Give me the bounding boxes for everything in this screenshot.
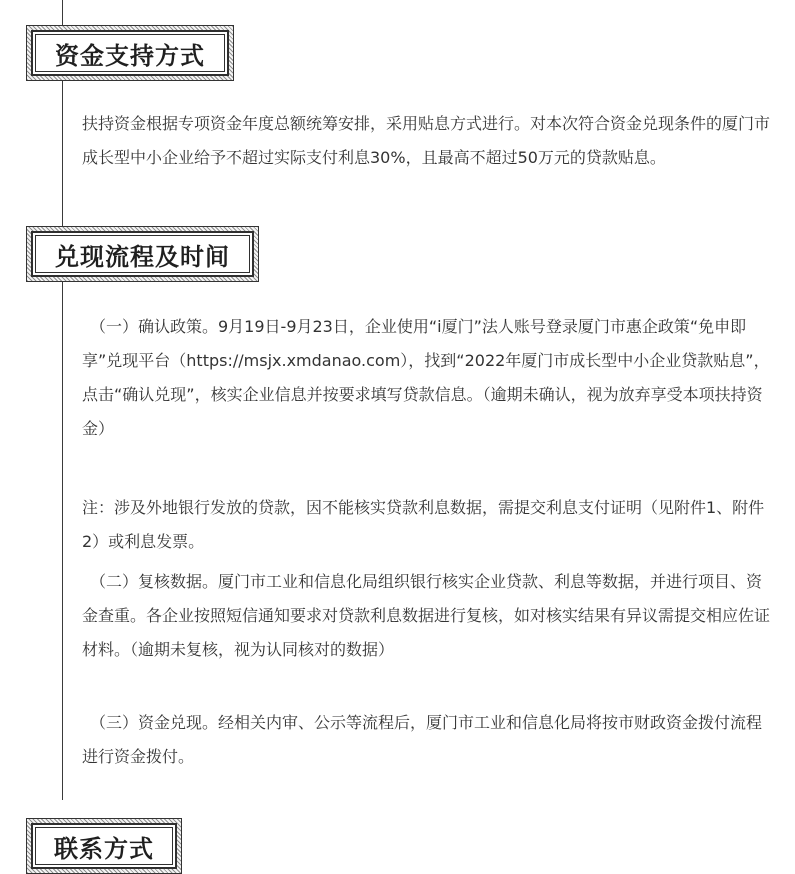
section-heading-support [26,25,234,81]
timeline-line [62,0,63,800]
support-paragraph: 扶持资金根据专项资金年度总额统筹安排，采用贴息方式进行。对本次符合资金兑现条件的厦门市成长型中小企业给予不超过实际支付利息30%，且最高不超过50万元的贷款贴息。 [82,114,771,167]
process-step-1: （一）确认政策。9月19日-9月23日，企业使用“i厦门”法人账号登录厦门市惠企政策“免申即享”兑现平台（https://msjx.xmdanao.com），找到“2022年厦门市成长型中小企业贷款贴息”，点击“确认兑现”，核实企业信息并按要求填写贷款信息。（逾期未确认，视为放弃享受本项扶持资金） [82,317,770,438]
section-heading-process [26,226,259,282]
section-title: 兑现流程及时间 [31,231,254,277]
section-title: 联系方式 [31,823,177,869]
process-step-3: （三）资金兑现。经相关内审、公示等流程后，厦门市工业和信息化局将按市财政资金拨付流程进行资金拨付。 [82,713,763,766]
process-note: 注：涉及外地银行发放的贷款，因不能核实贷款利息数据，需提交利息支付证明（见附件1、附件2）或利息发票。 [82,498,765,551]
process-step-2: （二）复核数据。厦门市工业和信息化局组织银行核实企业贷款、利息等数据，并进行项目、资金查重。各企业按照短信通知要求对贷款利息数据进行复核，如对核实结果有异议需提交相应佐证材料。（逾期未复核，视为认同核对的数据） [82,572,771,659]
section-heading-contact [26,818,182,874]
section-title: 资金支持方式 [31,30,229,76]
